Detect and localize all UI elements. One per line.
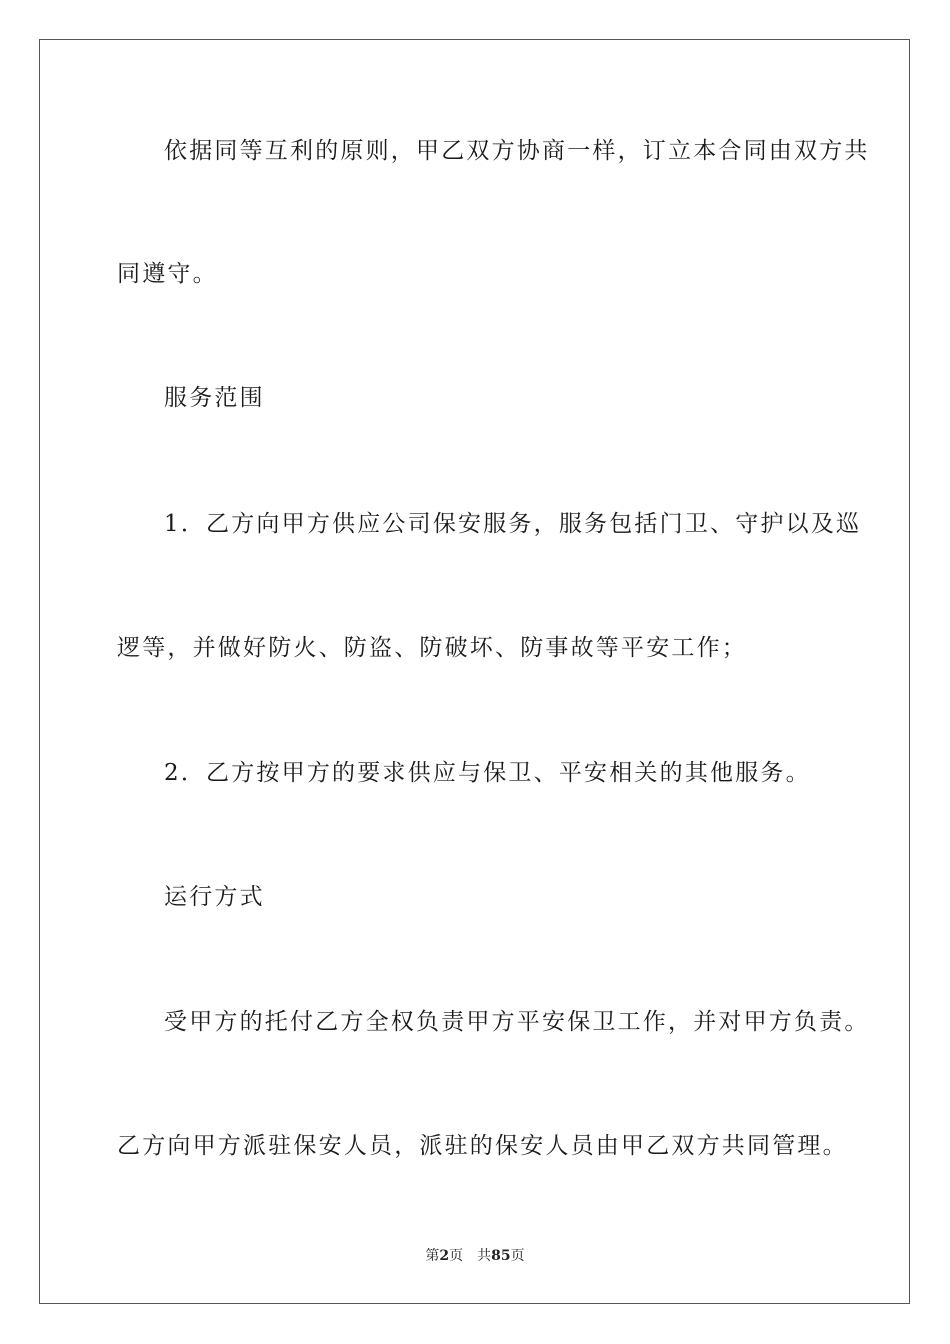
page-prefix: 第 bbox=[425, 1248, 440, 1264]
section-heading-service-scope: 服务范围 bbox=[164, 385, 265, 411]
operation-paragraph-line-2: 乙方向甲方派驻保安人员，派驻的保安人员由甲乙双方共同管理。 bbox=[117, 1133, 848, 1159]
total-suffix: 页 bbox=[510, 1248, 525, 1264]
operation-paragraph-line-1: 受甲方的托付乙方全权负责甲方平安保卫工作，并对甲方负责。 bbox=[164, 1009, 870, 1035]
clause-2: 2．乙方按甲方的要求供应与保卫、平安相关的其他服务。 bbox=[164, 760, 811, 786]
paragraph-intro-line-2: 同遵守。 bbox=[117, 261, 218, 287]
clause-1-line-2: 逻等，并做好防火、防盗、防破坏、防事故等平安工作； bbox=[117, 635, 747, 661]
total-prefix: 共 bbox=[477, 1248, 492, 1264]
page-number: 2 bbox=[439, 1248, 450, 1264]
paragraph-intro-line-1: 依据同等互利的原则，甲乙双方协商一样，订立本合同由双方共 bbox=[164, 138, 870, 164]
page-border bbox=[39, 39, 910, 1304]
page-footer bbox=[0, 1246, 950, 1266]
total-pages: 85 bbox=[491, 1248, 511, 1264]
section-heading-operation-mode: 运行方式 bbox=[164, 884, 265, 910]
clause-1-line-1: 1．乙方向甲方供应公司保安服务，服务包括门卫、守护以及巡 bbox=[164, 511, 862, 537]
page-suffix: 页 bbox=[449, 1248, 464, 1264]
